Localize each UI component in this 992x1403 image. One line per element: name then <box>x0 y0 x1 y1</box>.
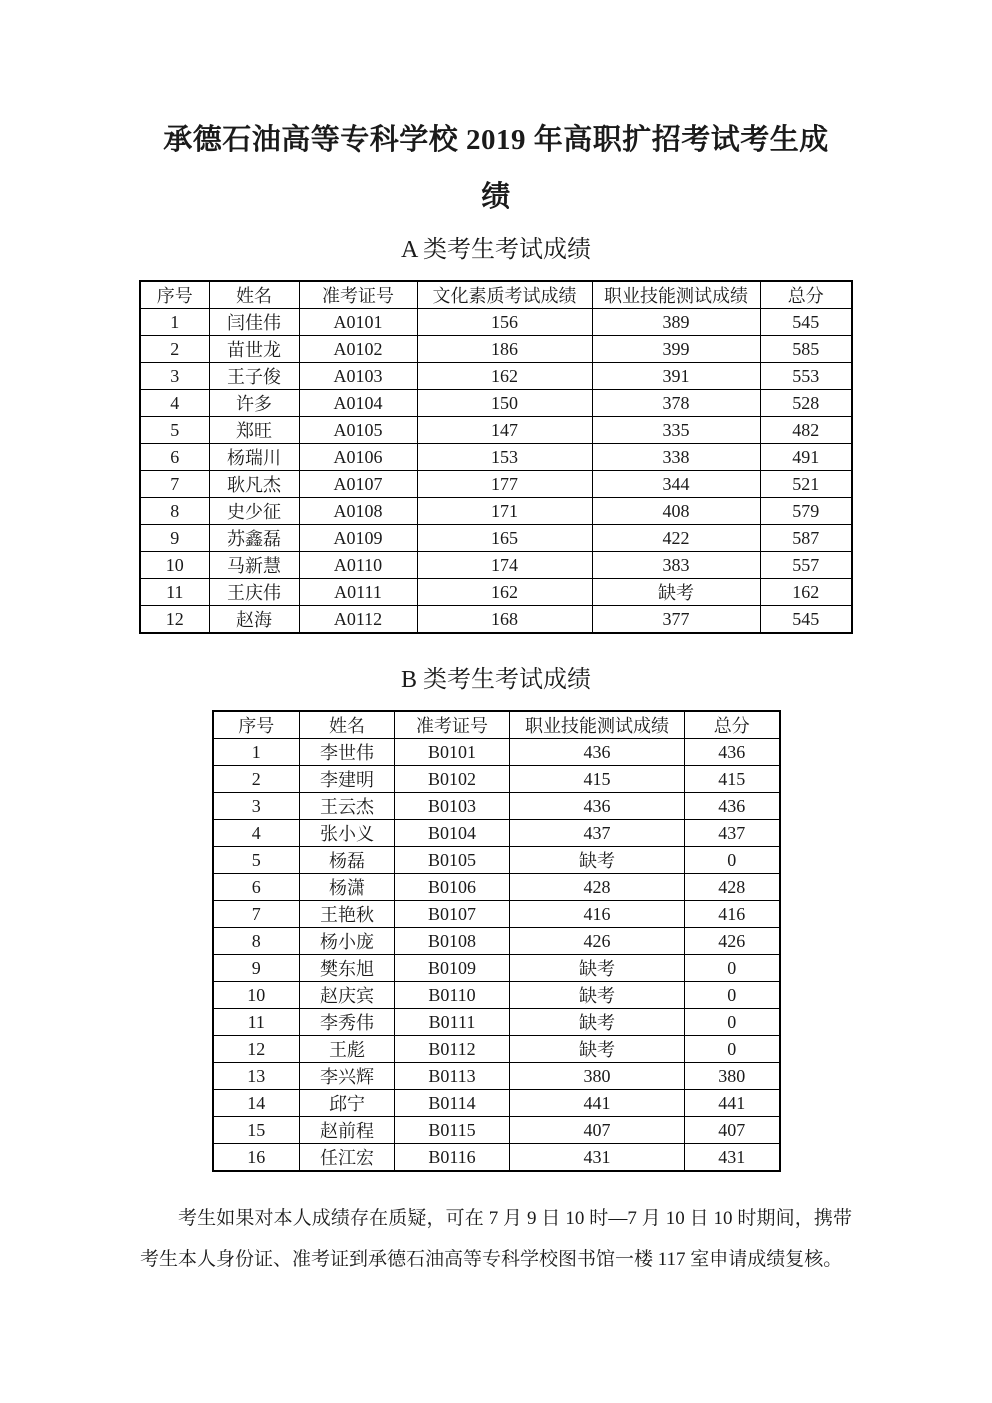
header-cell: 准考证号 <box>395 711 510 739</box>
table-row <box>213 955 780 982</box>
table-cell: 441 <box>685 1090 780 1117</box>
class-b-scores-table <box>212 710 781 1172</box>
table-row <box>213 1117 780 1144</box>
table-cell: 15 <box>213 1117 300 1144</box>
table-cell: 5 <box>140 417 209 444</box>
table-cell: 杨磊 <box>300 847 395 874</box>
table-cell: 缺考 <box>510 1009 685 1036</box>
table-cell: A0107 <box>299 471 417 498</box>
table-cell: 338 <box>592 444 760 471</box>
table-cell: 162 <box>417 579 592 606</box>
table-cell: 4 <box>213 820 300 847</box>
table-cell: 380 <box>510 1063 685 1090</box>
table-cell: A0104 <box>299 390 417 417</box>
table-row <box>213 766 780 793</box>
table-cell: 426 <box>510 928 685 955</box>
table-cell: 许多 <box>209 390 299 417</box>
table-cell: A0105 <box>299 417 417 444</box>
table-cell: A0110 <box>299 552 417 579</box>
table-cell: 0 <box>685 955 780 982</box>
table-row <box>213 1144 780 1172</box>
table-cell: 431 <box>685 1144 780 1172</box>
table-cell: 12 <box>140 606 209 634</box>
table-cell: 王庆伟 <box>209 579 299 606</box>
table-cell: 缺考 <box>510 847 685 874</box>
table-cell: 6 <box>213 874 300 901</box>
table-cell: 李秀伟 <box>300 1009 395 1036</box>
table-cell: 174 <box>417 552 592 579</box>
table-row <box>140 552 852 579</box>
table-cell: 482 <box>760 417 852 444</box>
header-cell: 姓名 <box>300 711 395 739</box>
table-cell: 177 <box>417 471 592 498</box>
header-cell: 总分 <box>760 281 852 309</box>
table-row <box>213 820 780 847</box>
table-cell: 389 <box>592 309 760 336</box>
table-cell: 415 <box>685 766 780 793</box>
table-row <box>140 336 852 363</box>
table-cell: B0110 <box>395 982 510 1009</box>
table-cell: 杨瑞川 <box>209 444 299 471</box>
table-cell: 5 <box>213 847 300 874</box>
table-cell: 9 <box>213 955 300 982</box>
table-cell: 436 <box>510 793 685 820</box>
table-cell: 579 <box>760 498 852 525</box>
table-cell: B0106 <box>395 874 510 901</box>
table-cell: 4 <box>140 390 209 417</box>
table-row <box>213 874 780 901</box>
table-cell: 8 <box>140 498 209 525</box>
table-row <box>140 525 852 552</box>
table-cell: 436 <box>685 739 780 766</box>
table-cell: 428 <box>510 874 685 901</box>
table-cell: 150 <box>417 390 592 417</box>
table-row <box>213 1009 780 1036</box>
table-cell: 缺考 <box>510 955 685 982</box>
table-cell: 426 <box>685 928 780 955</box>
table-cell: A0106 <box>299 444 417 471</box>
table-cell: 13 <box>213 1063 300 1090</box>
table-cell: 8 <box>213 928 300 955</box>
table-cell: B0107 <box>395 901 510 928</box>
table-cell: 12 <box>213 1036 300 1063</box>
table-cell: 杨潇 <box>300 874 395 901</box>
table-cell: 2 <box>213 766 300 793</box>
section-a-title: A 类考生考试成绩 <box>400 237 591 263</box>
table-cell: 391 <box>592 363 760 390</box>
table-cell: B0104 <box>395 820 510 847</box>
table-cell: 7 <box>213 901 300 928</box>
table-cell: 10 <box>213 982 300 1009</box>
table-cell: B0116 <box>395 1144 510 1172</box>
table-cell: B0105 <box>395 847 510 874</box>
table-cell: 553 <box>760 363 852 390</box>
table-row <box>213 739 780 766</box>
table-cell: 0 <box>685 982 780 1009</box>
table-row <box>213 1090 780 1117</box>
table-cell: 168 <box>417 606 592 634</box>
table-cell: 马新慧 <box>209 552 299 579</box>
page-title: 承德石油高等专科学校 2019 年高职扩招考试考生成绩 <box>163 124 829 213</box>
table-row <box>140 390 852 417</box>
class-a-scores-table <box>139 280 853 634</box>
table-cell: 408 <box>592 498 760 525</box>
table-cell: A0109 <box>299 525 417 552</box>
table-cell: 7 <box>140 471 209 498</box>
table-cell: 380 <box>685 1063 780 1090</box>
table-cell: 赵前程 <box>300 1117 395 1144</box>
table-cell: 0 <box>685 1009 780 1036</box>
table-cell: 422 <box>592 525 760 552</box>
table-cell: 张小义 <box>300 820 395 847</box>
table-cell: 闫佳伟 <box>209 309 299 336</box>
table-cell: 162 <box>760 579 852 606</box>
table-cell: 李兴辉 <box>300 1063 395 1090</box>
table-cell: 378 <box>592 390 760 417</box>
table-cell: B0103 <box>395 793 510 820</box>
table-cell: 2 <box>140 336 209 363</box>
header-cell: 职业技能测试成绩 <box>592 281 760 309</box>
table-cell: 李建明 <box>300 766 395 793</box>
table-cell: 邱宁 <box>300 1090 395 1117</box>
table-cell: 王艳秋 <box>300 901 395 928</box>
table-cell: 苏鑫磊 <box>209 525 299 552</box>
table-cell: 491 <box>760 444 852 471</box>
table-cell: B0108 <box>395 928 510 955</box>
table-cell: 赵海 <box>209 606 299 634</box>
header-cell: 总分 <box>685 711 780 739</box>
table-cell: 416 <box>685 901 780 928</box>
table-cell: 9 <box>140 525 209 552</box>
table-row <box>213 901 780 928</box>
table-cell: 545 <box>760 606 852 634</box>
table-cell: 0 <box>685 847 780 874</box>
table-row <box>140 579 852 606</box>
table-cell: B0101 <box>395 739 510 766</box>
table-row <box>213 928 780 955</box>
table-cell: 1 <box>140 309 209 336</box>
table-cell: 545 <box>760 309 852 336</box>
header-cell: 职业技能测试成绩 <box>510 711 685 739</box>
table-cell: 郑旺 <box>209 417 299 444</box>
header-cell: 序号 <box>213 711 300 739</box>
table-cell: 杨小庞 <box>300 928 395 955</box>
header-cell: 序号 <box>140 281 209 309</box>
table-cell: B0111 <box>395 1009 510 1036</box>
table-cell: 6 <box>140 444 209 471</box>
table-cell: 14 <box>213 1090 300 1117</box>
table-cell: A0101 <box>299 309 417 336</box>
table-row <box>140 363 852 390</box>
table-cell: A0108 <box>299 498 417 525</box>
table-cell: 李世伟 <box>300 739 395 766</box>
table-cell: 436 <box>685 793 780 820</box>
table-cell: 399 <box>592 336 760 363</box>
table-cell: 王云杰 <box>300 793 395 820</box>
table-cell: 3 <box>140 363 209 390</box>
table-cell: 186 <box>417 336 592 363</box>
table-cell: 156 <box>417 309 592 336</box>
table-cell: 407 <box>510 1117 685 1144</box>
table-cell: 11 <box>213 1009 300 1036</box>
table-cell: A0102 <box>299 336 417 363</box>
table-cell: 王彪 <box>300 1036 395 1063</box>
table-cell: 10 <box>140 552 209 579</box>
table-row <box>140 309 852 336</box>
table-cell: 153 <box>417 444 592 471</box>
table-cell: 587 <box>760 525 852 552</box>
table-cell: A0112 <box>299 606 417 634</box>
table-cell: 赵庆宾 <box>300 982 395 1009</box>
header-cell: 准考证号 <box>299 281 417 309</box>
table-cell: 11 <box>140 579 209 606</box>
table-row <box>140 417 852 444</box>
table-row <box>140 498 852 525</box>
table-cell: 528 <box>760 390 852 417</box>
table-cell: B0112 <box>395 1036 510 1063</box>
table-cell: 苗世龙 <box>209 336 299 363</box>
table-cell: 377 <box>592 606 760 634</box>
table-cell: 437 <box>685 820 780 847</box>
table-row <box>213 1036 780 1063</box>
table-cell: 147 <box>417 417 592 444</box>
table-cell: 王子俊 <box>209 363 299 390</box>
table-cell: 415 <box>510 766 685 793</box>
table-cell: 缺考 <box>510 1036 685 1063</box>
table-cell: 缺考 <box>592 579 760 606</box>
table-row <box>213 847 780 874</box>
table-cell: 任江宏 <box>300 1144 395 1172</box>
table-cell: 437 <box>510 820 685 847</box>
table-cell: 344 <box>592 471 760 498</box>
table-cell: 3 <box>213 793 300 820</box>
table-cell: 0 <box>685 1036 780 1063</box>
table-cell: 165 <box>417 525 592 552</box>
table-cell: 171 <box>417 498 592 525</box>
table-cell: 缺考 <box>510 982 685 1009</box>
table-cell: B0109 <box>395 955 510 982</box>
table-row <box>213 982 780 1009</box>
table-cell: B0115 <box>395 1117 510 1144</box>
table-cell: 441 <box>510 1090 685 1117</box>
table-cell: B0114 <box>395 1090 510 1117</box>
table-cell: 585 <box>760 336 852 363</box>
table-cell: 431 <box>510 1144 685 1172</box>
table-cell: 428 <box>685 874 780 901</box>
table-row <box>140 606 852 634</box>
table-cell: 162 <box>417 363 592 390</box>
table-cell: 407 <box>685 1117 780 1144</box>
table-cell: 521 <box>760 471 852 498</box>
header-cell: 姓名 <box>209 281 299 309</box>
table-cell: 383 <box>592 552 760 579</box>
table-cell: B0102 <box>395 766 510 793</box>
table-header-row <box>140 281 852 309</box>
table-cell: A0103 <box>299 363 417 390</box>
table-header-row <box>213 711 780 739</box>
table-cell: A0111 <box>299 579 417 606</box>
table-cell: 436 <box>510 739 685 766</box>
table-cell: B0113 <box>395 1063 510 1090</box>
table-cell: 1 <box>213 739 300 766</box>
table-row <box>213 793 780 820</box>
table-cell: 557 <box>760 552 852 579</box>
section-b-title: B 类考生考试成绩 <box>400 667 591 693</box>
header-cell: 文化素质考试成绩 <box>417 281 592 309</box>
table-cell: 樊东旭 <box>300 955 395 982</box>
score-review-note: 考生如果对本人成绩存在质疑，可在 7 月 9 日 10 时—7 月 10 日 10 时期间，携带考生本人身份证、准考证到承德石油高等专科学校图书馆一楼 117 室申请成绩复核。 <box>140 1208 852 1270</box>
table-cell: 335 <box>592 417 760 444</box>
table-row <box>213 1063 780 1090</box>
table-cell: 16 <box>213 1144 300 1172</box>
table-cell: 416 <box>510 901 685 928</box>
table-row <box>140 471 852 498</box>
table-row <box>140 444 852 471</box>
table-cell: 史少征 <box>209 498 299 525</box>
table-cell: 耿凡杰 <box>209 471 299 498</box>
